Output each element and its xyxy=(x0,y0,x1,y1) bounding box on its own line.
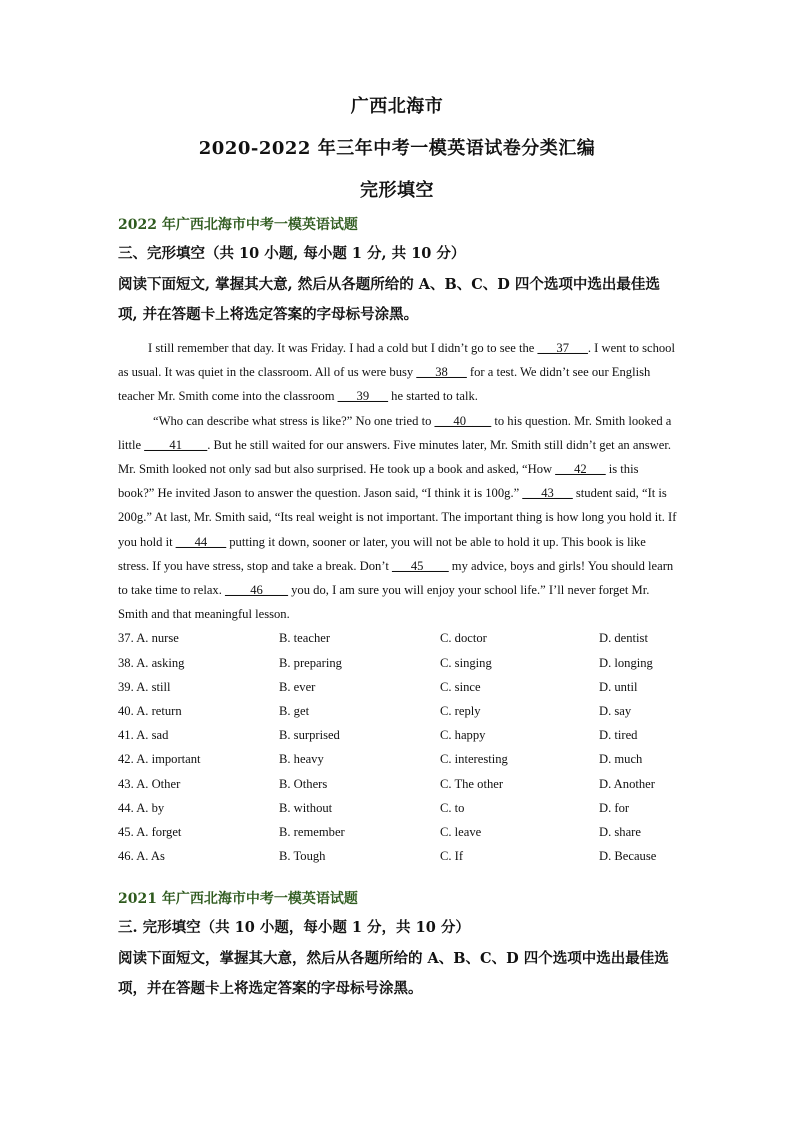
option-d: D. share xyxy=(598,824,641,839)
blank-39: ___39___ xyxy=(337,389,389,404)
section-2022-heading: 2022 年广西北海市中考一模英语试题 xyxy=(118,217,358,233)
blank-38: ___38___ xyxy=(416,365,467,380)
option-c: C. since xyxy=(439,679,481,694)
option-a: 37. A. nurse xyxy=(118,631,179,646)
option-a: 45. A. forget xyxy=(118,824,182,839)
passage-paragraph-2 xyxy=(118,409,678,627)
passage-text: I still remember that day. It was Friday. I had a cold but I didn’t go to see the xyxy=(148,341,538,355)
option-d: D. for xyxy=(598,800,630,815)
option-b: B. remember xyxy=(278,824,345,839)
option-b: B. surprised xyxy=(278,728,340,743)
passage-text: student said, “It is 200g.” At last, Mr. Smith said, “Its real weight is not important. The important thing is how long you hold it. If you hold it xyxy=(118,486,677,549)
option-b: B. Tough xyxy=(278,849,326,864)
option-c: C. leave xyxy=(439,824,482,839)
passage-text: is this book?” He invited Jason to answer the question. Jason said, “I think it is 100g.” xyxy=(118,462,639,501)
blank-46: ____46____ xyxy=(225,583,288,598)
option-b: B. Others xyxy=(278,776,328,791)
section-2021-part-title: 三. 完形填空（共 10 小题，每小题 1 分，共 10 分） xyxy=(118,919,470,937)
option-a: 39. A. still xyxy=(118,679,171,694)
passage-text: for a test. We didn’t see our English teacher Mr. Smith come into the classroom xyxy=(118,365,651,404)
option-c: C. The other xyxy=(439,776,504,791)
option-b: B. get xyxy=(278,704,310,718)
option-b: B. without xyxy=(278,800,333,815)
option-d: D. dentist xyxy=(598,631,648,646)
option-a: 41. A. sad xyxy=(118,728,169,743)
passage xyxy=(118,336,678,626)
option-b: B. preparing xyxy=(278,655,342,670)
option-row xyxy=(118,675,678,699)
option-c: C. to xyxy=(439,800,465,815)
option-c: C. singing xyxy=(439,655,492,670)
title-city: 广西北海市 xyxy=(350,96,444,117)
option-d: D. tired xyxy=(598,728,638,743)
option-a: 38. A. asking xyxy=(118,655,185,670)
option-row xyxy=(118,747,678,771)
passage-text: putting it down, sooner or later, you will not be able to hold it up. This book is like stress. If you have stress, stop and take a break. Don’t xyxy=(118,534,646,573)
option-a: 44. A. by xyxy=(118,800,165,815)
passage-text: he started to talk. xyxy=(388,389,478,404)
blank-44: ___44___ xyxy=(175,534,227,549)
blank-40: ___40____ xyxy=(434,413,492,428)
option-b: B. ever xyxy=(278,679,316,694)
title-topic: 完形填空 xyxy=(360,180,434,201)
option-row xyxy=(118,626,678,650)
option-d: D. longing xyxy=(598,655,653,670)
option-row xyxy=(118,820,678,844)
option-c: C. doctor xyxy=(439,631,487,646)
option-d: D. say xyxy=(598,704,632,718)
blank-41: ____41____ xyxy=(144,437,208,452)
option-c: C. interesting xyxy=(439,752,508,767)
blank-43: ___43___ xyxy=(522,486,573,501)
option-d: D. Because xyxy=(598,849,657,864)
option-d: D. much xyxy=(598,752,643,767)
option-a: 43. A. Other xyxy=(118,776,181,791)
blank-37: ___37___ xyxy=(537,341,588,355)
passage-text: . But he still waited for our answers. Five minutes later, Mr. Smith still didn’t get an answer. Mr. Smith looked not only sad but also surprised. He took up a book and asked, “How xyxy=(118,437,671,477)
section-2021-instruction: 阅读下面短文，掌握其大意，然后从各题所给的 A、B、C、D 四个选项中选出最佳选项，并在答题卡上将选定答案的字母标号涂黑。 xyxy=(118,950,669,998)
blank-45: ___45____ xyxy=(391,558,449,573)
passage-text: my advice, boys and girls! You should learn to take time to relax. xyxy=(118,558,674,598)
option-d: D. until xyxy=(598,679,638,694)
option-row xyxy=(118,844,678,868)
option-row xyxy=(118,651,678,675)
content xyxy=(118,214,678,1010)
passage-text: you do, I am sure you will enjoy your school life.” I’ll never forget Mr. Smith and that meaningful lesson. xyxy=(118,583,650,622)
option-c: C. happy xyxy=(439,728,486,743)
option-c: C. reply xyxy=(439,704,481,718)
answer-options xyxy=(118,626,678,868)
passage-text: “Who can describe what stress is like?” No one tried to xyxy=(153,413,435,428)
section-2021 xyxy=(118,888,678,1004)
section-2021-heading: 2021 年广西北海市中考一模英语试题 xyxy=(118,891,358,908)
option-row xyxy=(118,772,678,796)
title-block xyxy=(0,92,794,212)
passage-text: to his question. Mr. Smith looked a little xyxy=(118,413,672,452)
option-a: 42. A. important xyxy=(118,752,201,767)
option-row xyxy=(118,699,678,723)
option-a: 40. A. return xyxy=(118,704,182,718)
title-collection: 2020-2022 年三年中考一模英语试卷分类汇编 xyxy=(198,138,596,159)
passage-text: . I went to school as usual. It was quiet in the classroom. All of us were busy xyxy=(118,341,675,380)
option-a: 46. A. As xyxy=(118,849,165,864)
section-2022-part-title: 三、完形填空（共 10 小题, 每小题 1 分, 共 10 分） xyxy=(118,245,466,262)
option-row xyxy=(118,796,678,820)
section-2022-instruction: 阅读下面短文, 掌握其大意, 然后从各题所给的 A、B、C、D 四个选项中选出最佳选项, 并在答题卡上将选定答案的字母标号涂黑。 xyxy=(118,276,660,323)
option-row xyxy=(118,723,678,747)
option-b: B. teacher xyxy=(278,631,331,646)
option-d: D. Another xyxy=(598,776,655,791)
passage-paragraph-1 xyxy=(118,336,678,409)
option-c: C. If xyxy=(439,849,464,864)
blank-42: ___42___ xyxy=(555,462,606,477)
option-b: B. heavy xyxy=(278,752,324,767)
